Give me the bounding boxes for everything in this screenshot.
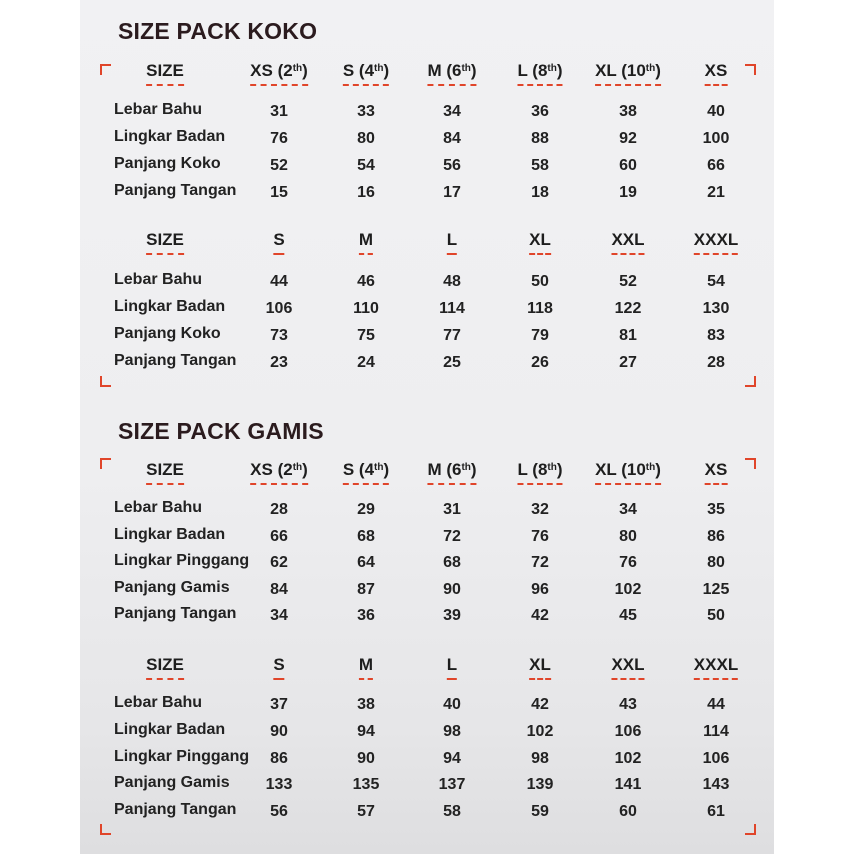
size-header-s — [273, 655, 284, 680]
size-header-tail: ) — [556, 460, 563, 479]
measurement-value: 87 — [357, 580, 375, 598]
measurement-value: 106 — [614, 722, 642, 740]
size-header-s-4 — [343, 460, 389, 485]
measurement-value: 76 — [270, 130, 288, 147]
measurement-value: 84 — [443, 130, 461, 147]
size-header-text: L — [446, 655, 458, 674]
size-header-tail: ) — [556, 61, 563, 80]
size-header-tail: ) — [470, 61, 477, 80]
measurement-value: 27 — [619, 354, 637, 371]
measurement-value: 38 — [619, 103, 637, 120]
measurement-value: 26 — [531, 354, 549, 371]
size-header-s-4 — [343, 61, 389, 86]
measurement-value: 15 — [270, 184, 288, 201]
size-header-text: XL (10 — [595, 61, 646, 80]
measurement-label: Panjang Koko — [114, 325, 221, 342]
measurement-label: Lingkar Badan — [114, 720, 226, 738]
measurement-value: 133 — [265, 776, 293, 794]
size-header-text: M — [358, 230, 374, 249]
measurement-value: 34 — [619, 501, 637, 518]
size-header-text: S — [273, 230, 285, 249]
measurement-value: 76 — [531, 527, 549, 545]
size-header-l-8 — [517, 460, 562, 485]
size-header-text: XXL — [611, 655, 645, 674]
corner-bracket-top-left — [100, 64, 111, 75]
measurement-value: 83 — [707, 327, 725, 344]
measurement-value: 60 — [619, 803, 637, 821]
size-header-superscript: th — [645, 462, 656, 473]
measurement-value: 118 — [527, 300, 553, 317]
measurement-value: 32 — [531, 501, 549, 518]
size-header-superscript: th — [292, 63, 303, 74]
size-header-xs — [705, 460, 728, 485]
measurement-value: 96 — [531, 580, 549, 598]
size-header-tail: ) — [383, 460, 390, 479]
corner-bracket-bottom-left — [100, 824, 111, 835]
measurement-value: 42 — [531, 696, 549, 713]
measurement-value: 68 — [357, 527, 375, 545]
measurement-label: Lebar Bahu — [114, 499, 203, 516]
corner-bracket-bottom-right — [745, 376, 756, 387]
measurement-value: 35 — [707, 501, 725, 518]
measurement-value: 34 — [443, 103, 461, 120]
measurement-value: 88 — [531, 130, 549, 147]
size-column-header: SIZE — [146, 230, 184, 255]
measurement-value: 38 — [357, 696, 375, 713]
measurement-value: 122 — [614, 300, 642, 317]
measurement-value: 46 — [357, 273, 375, 290]
measurement-value: 90 — [443, 580, 461, 598]
measurement-value: 135 — [352, 776, 380, 794]
measurement-value: 141 — [614, 776, 642, 794]
measurement-value: 58 — [531, 157, 549, 174]
measurement-value: 31 — [443, 501, 461, 518]
size-header-superscript: th — [374, 462, 384, 473]
size-header-text: XL — [529, 230, 551, 249]
measurement-value: 52 — [619, 273, 637, 290]
size-header-superscript: th — [374, 63, 384, 74]
measurement-value: 17 — [443, 184, 461, 201]
size-header-l-8 — [517, 61, 562, 86]
size-header-text: XS (2 — [250, 61, 293, 80]
measurement-value: 102 — [614, 580, 642, 598]
measurement-value: 76 — [619, 554, 637, 571]
measurement-value: 24 — [357, 354, 375, 371]
measurement-value: 77 — [443, 327, 461, 344]
measurement-value: 86 — [707, 527, 725, 545]
measurement-value: 50 — [707, 607, 725, 624]
measurement-value: 110 — [353, 300, 379, 317]
measurement-label: Panjang Tangan — [114, 352, 237, 369]
size-header-m — [359, 655, 373, 680]
measurement-value: 18 — [531, 184, 549, 201]
size-header-text: M — [358, 655, 374, 674]
measurement-value: 57 — [357, 803, 375, 821]
measurement-value: 58 — [443, 803, 461, 821]
measurement-value: 64 — [357, 554, 375, 571]
size-header-m-6 — [427, 61, 476, 86]
size-header-text: L (8 — [517, 61, 548, 80]
corner-bracket-top-right — [745, 64, 756, 75]
size-header-text: XS — [704, 61, 728, 80]
measurement-value: 90 — [270, 722, 288, 740]
measurement-value: 62 — [270, 554, 288, 571]
size-header-text: XL — [529, 655, 551, 674]
measurement-value: 37 — [270, 696, 288, 713]
corner-bracket-bottom-right — [745, 824, 756, 835]
measurement-value: 94 — [357, 722, 375, 740]
measurement-value: 40 — [707, 103, 725, 120]
measurement-value: 29 — [357, 501, 375, 518]
measurement-value: 92 — [619, 130, 637, 147]
measurement-value: 73 — [270, 327, 288, 344]
corner-bracket-top-left — [100, 458, 111, 469]
size-header-tail: ) — [302, 460, 308, 479]
size-header-text: L — [446, 230, 458, 249]
measurement-value: 66 — [270, 527, 288, 545]
measurement-value: 36 — [531, 103, 549, 120]
size-header-text: S — [273, 655, 285, 674]
measurement-value: 44 — [270, 273, 288, 290]
size-header-superscript: th — [461, 462, 471, 473]
size-header-xxxl — [694, 230, 738, 255]
measurement-value: 21 — [707, 184, 725, 201]
size-header-text: XS — [704, 460, 728, 479]
measurement-label: Lebar Bahu — [114, 694, 203, 711]
measurement-value: 72 — [531, 554, 549, 571]
size-header-xs-2 — [250, 460, 308, 485]
size-header-tail: ) — [470, 460, 477, 479]
measurement-label: Lingkar Pinggang — [114, 552, 250, 569]
size-header-text: XXXL — [693, 655, 739, 674]
size-header-tail: ) — [655, 460, 661, 479]
measurement-value: 39 — [443, 607, 461, 624]
measurement-value: 56 — [270, 803, 288, 821]
corner-bracket-top-right — [745, 458, 756, 469]
measurement-value: 54 — [707, 273, 725, 290]
measurement-value: 81 — [619, 327, 637, 344]
measurement-value: 28 — [707, 354, 725, 371]
size-header-text: XXXL — [693, 230, 739, 249]
size-header-xl-10 — [595, 460, 661, 485]
measurement-value: 94 — [443, 749, 461, 767]
measurement-value: 100 — [702, 130, 730, 147]
size-header-text: S (4 — [342, 61, 375, 80]
measurement-value: 106 — [702, 749, 730, 767]
measurement-value: 98 — [531, 749, 549, 767]
size-column-header: SIZE — [146, 460, 184, 485]
measurement-value: 28 — [270, 501, 288, 518]
measurement-label: Panjang Gamis — [114, 578, 230, 596]
measurement-value: 114 — [703, 722, 729, 740]
size-header-xxl — [611, 655, 644, 680]
measurement-label: Lebar Bahu — [114, 101, 203, 118]
measurement-value: 102 — [614, 749, 642, 767]
size-column-header: SIZE — [146, 655, 184, 680]
size-header-m — [359, 230, 373, 255]
measurement-value: 139 — [526, 776, 554, 794]
measurement-value: 80 — [357, 130, 375, 147]
measurement-label: Lebar Bahu — [114, 271, 203, 288]
size-header-text: XL (10 — [595, 460, 646, 479]
measurement-value: 90 — [357, 749, 375, 767]
measurement-value: 48 — [443, 273, 461, 290]
size-header-s — [273, 230, 284, 255]
measurement-value: 60 — [619, 157, 637, 174]
size-header-xl — [529, 230, 551, 255]
measurement-value: 43 — [619, 696, 637, 713]
size-header-text: XS (2 — [250, 460, 293, 479]
measurement-value: 72 — [443, 527, 461, 545]
size-header-xs — [705, 61, 728, 86]
measurement-value: 16 — [357, 184, 375, 201]
size-header-superscript: th — [645, 63, 656, 74]
measurement-value: 86 — [270, 749, 288, 767]
measurement-value: 80 — [619, 527, 637, 545]
measurement-value: 106 — [265, 300, 293, 317]
measurement-value: 44 — [707, 696, 725, 713]
measurement-value: 68 — [443, 554, 461, 571]
measurement-value: 130 — [702, 300, 730, 317]
measurement-label: Panjang Tangan — [114, 182, 237, 199]
size-header-text: M (6 — [427, 61, 462, 80]
measurement-value: 56 — [443, 157, 461, 174]
measurement-value: 50 — [531, 273, 549, 290]
measurement-value: 52 — [270, 157, 288, 174]
measurement-value: 80 — [707, 554, 725, 571]
measurement-label: Panjang Koko — [114, 155, 221, 172]
size-header-xl — [529, 655, 551, 680]
size-header-superscript: th — [547, 63, 557, 74]
measurement-label: Lingkar Badan — [114, 525, 226, 543]
measurement-value: 98 — [443, 722, 461, 740]
size-header-xs-2 — [250, 61, 308, 86]
measurement-value: 66 — [707, 157, 725, 174]
size-header-superscript: th — [461, 63, 471, 74]
measurement-label: Lingkar Badan — [114, 298, 226, 315]
size-header-m-6 — [427, 460, 476, 485]
measurement-value: 34 — [270, 607, 288, 624]
measurement-value: 33 — [357, 103, 375, 120]
measurement-value: 114 — [439, 300, 465, 317]
measurement-value: 45 — [619, 607, 637, 624]
corner-bracket-bottom-left — [100, 376, 111, 387]
size-header-tail: ) — [383, 61, 390, 80]
size-header-l — [447, 655, 457, 680]
size-column-header: SIZE — [146, 61, 184, 86]
size-header-text: XXL — [611, 230, 645, 249]
measurement-label: Panjang Gamis — [114, 774, 230, 792]
measurement-value: 31 — [270, 103, 288, 120]
size-header-text: L (8 — [517, 460, 548, 479]
size-header-tail: ) — [655, 61, 661, 80]
measurement-label: Lingkar Badan — [114, 128, 226, 145]
size-header-text: M (6 — [427, 460, 462, 479]
measurement-value: 125 — [702, 580, 730, 598]
measurement-value: 36 — [357, 607, 375, 624]
measurement-value: 23 — [270, 354, 288, 371]
measurement-value: 19 — [619, 184, 637, 201]
measurement-value: 84 — [270, 580, 288, 598]
size-header-tail: ) — [302, 61, 308, 80]
measurement-value: 137 — [438, 776, 466, 794]
measurement-value: 75 — [357, 327, 375, 344]
size-header-superscript: th — [547, 462, 557, 473]
koko-section-title: SIZE PACK KOKO — [118, 18, 318, 44]
measurement-value: 25 — [443, 354, 461, 371]
size-header-xl-10 — [595, 61, 661, 86]
measurement-value: 102 — [526, 722, 554, 740]
measurement-label: Panjang Tangan — [114, 801, 237, 819]
measurement-label: Panjang Tangan — [114, 605, 237, 622]
measurement-value: 42 — [531, 607, 549, 624]
measurement-value: 61 — [707, 803, 725, 821]
measurement-value: 79 — [531, 327, 549, 344]
size-header-xxxl — [694, 655, 738, 680]
size-header-text: S (4 — [342, 460, 375, 479]
size-header-l — [447, 230, 457, 255]
measurement-label: Lingkar Pinggang — [114, 747, 250, 765]
measurement-value: 143 — [702, 776, 730, 794]
size-header-xxl — [611, 230, 644, 255]
measurement-value: 40 — [443, 696, 461, 713]
measurement-value: 54 — [357, 157, 375, 174]
measurement-value: 59 — [531, 803, 549, 821]
gamis-section-title: SIZE PACK GAMIS — [118, 418, 324, 444]
size-header-superscript: th — [292, 462, 303, 473]
